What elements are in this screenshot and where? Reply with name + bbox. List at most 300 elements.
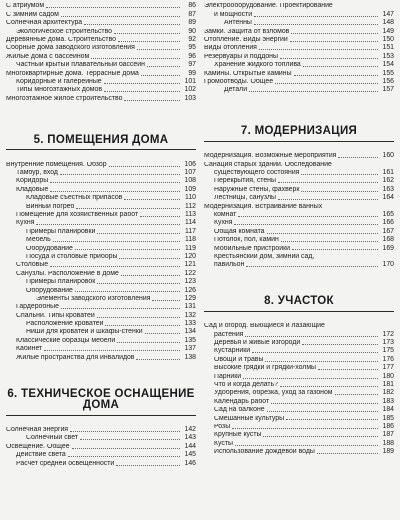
toc-entry	[204, 78, 394, 86]
toc-entry-title: Тамбур, вход	[16, 170, 58, 177]
toc-entry	[204, 381, 394, 389]
toc-entry	[6, 320, 196, 328]
toc-entry-page: 176	[382, 355, 394, 363]
toc-entry	[204, 347, 394, 355]
toc-entry	[204, 2, 394, 10]
dot-leader	[338, 157, 378, 158]
dot-leader	[303, 66, 378, 67]
dot-leader	[259, 49, 378, 50]
toc-entry	[6, 52, 196, 60]
toc-entry-title: Сад и огород. Вьющиеся и лазающие	[204, 323, 325, 330]
toc-entry-title: Крестьянский дом, зимний сад,	[214, 253, 315, 260]
toc-entry-title: павильон	[214, 262, 245, 269]
toc-entry-title: С атриумом	[6, 3, 45, 10]
toc-entry-page: 173	[382, 339, 394, 347]
toc-entry	[204, 261, 394, 269]
toc-entry-title: Экологическое строительство	[16, 28, 112, 35]
toc-entry	[6, 459, 196, 467]
dot-leader	[243, 378, 378, 379]
toc-entry-page: 108	[184, 177, 196, 185]
dot-leader	[280, 386, 378, 387]
dot-leader	[263, 436, 378, 437]
toc-entry-page: 142	[184, 426, 196, 434]
toc-entry	[6, 442, 196, 450]
toc-entry-title: Спальни. Типы кроватей	[16, 312, 95, 319]
dot-leader	[286, 419, 378, 420]
toc-entry-title: Солнечная энергия	[6, 427, 69, 434]
toc-entry-title: Многоэтажное жилое строительство	[6, 95, 123, 102]
dot-leader	[61, 308, 180, 309]
dot-leader	[301, 191, 378, 192]
toc-entry-page: 106	[184, 160, 196, 168]
dot-leader	[290, 41, 378, 42]
toc-entry-page: 90	[188, 27, 196, 35]
right-column	[204, 0, 394, 456]
dot-leader	[44, 350, 180, 351]
toc-entry	[204, 372, 394, 380]
dot-leader	[265, 361, 378, 362]
toc-entry	[204, 185, 394, 193]
toc-entry-page: 118	[185, 236, 196, 244]
toc-entry-title: Кладовые съестных припасов	[26, 195, 123, 202]
toc-entry	[204, 36, 394, 44]
dot-leader	[254, 24, 378, 25]
toc-entry	[204, 330, 394, 338]
toc-entry-title: Модернизация. Возможные мероприятия	[204, 153, 337, 160]
toc-entry-page: 177	[382, 364, 394, 372]
toc-entry-title: Расчет средней освещенности	[16, 460, 115, 467]
dot-leader	[80, 439, 180, 440]
toc-entry-title: Внутренние помещения. Обзор	[6, 161, 107, 168]
toc-entry	[204, 19, 394, 27]
toc-entry-page: 185	[382, 414, 394, 422]
toc-entry	[204, 406, 394, 414]
dot-leader	[50, 266, 180, 267]
section-7-entries	[204, 152, 394, 269]
dot-leader	[292, 249, 378, 250]
dot-leader	[91, 58, 180, 59]
toc-entry-page: 121	[184, 261, 196, 269]
toc-entry	[6, 169, 196, 177]
toc-entry-title: Частный крытый плавательный бассейн	[16, 62, 145, 69]
toc-entry	[204, 202, 394, 210]
toc-entry	[204, 236, 394, 244]
toc-entry	[204, 152, 394, 160]
toc-entry-page: 117	[185, 227, 196, 235]
toc-entry-page: 148	[382, 19, 394, 27]
dot-leader	[302, 344, 378, 345]
toc-entry-title: Оборудование	[26, 287, 73, 294]
section-7-heading: 7. МОДЕРНИЗАЦИЯ	[204, 126, 394, 142]
toc-entry-title: Типы многоэтажных домов	[16, 87, 103, 94]
toc-entry-title: Высокие грядки и грядки-холмы	[214, 365, 317, 372]
toc-entry	[6, 44, 196, 52]
dot-leader	[119, 258, 180, 259]
toc-entry	[204, 227, 394, 235]
dot-leader	[278, 199, 378, 200]
toc-entry-title: Парники	[214, 373, 242, 380]
dot-leader	[105, 325, 180, 326]
toc-entry-page: 120	[184, 252, 196, 260]
toc-entry	[204, 61, 394, 69]
dot-leader	[278, 182, 378, 183]
toc-entry	[6, 244, 196, 252]
toc-entry-page: 160	[382, 152, 394, 160]
toc-entry-title: Классические образцы мебели	[16, 337, 116, 344]
toc-entry	[204, 52, 394, 60]
toc-entry-page: 95	[188, 44, 196, 52]
dot-leader	[137, 49, 180, 50]
toc-entry-page: 175	[382, 347, 394, 355]
toc-entry	[204, 169, 394, 177]
toc-entry	[204, 44, 394, 52]
dot-leader	[141, 75, 180, 76]
toc-entry	[6, 311, 196, 319]
toc-entry	[204, 27, 394, 35]
dot-leader	[124, 100, 180, 101]
toc-entry	[6, 219, 196, 227]
toc-entry-title: Календарь работ	[214, 398, 270, 405]
toc-entry	[204, 244, 394, 252]
toc-entry-title: существующего состояния	[214, 170, 300, 177]
toc-entry	[204, 414, 394, 422]
toc-entry	[6, 61, 196, 69]
section-8-heading: 8. УЧАСТОК	[204, 296, 394, 312]
toc-entry-title: Коридорные и галерейные	[16, 79, 102, 85]
toc-entry-page: 168	[382, 236, 394, 244]
toc-entry-page: 101	[184, 78, 196, 85]
dot-leader	[53, 241, 180, 242]
section-5-entries	[6, 160, 196, 361]
toc-entry-title: Сборные дома заводского изготовления	[6, 45, 135, 52]
toc-entry-page: 129	[184, 294, 196, 302]
toc-entry-page: 169	[382, 244, 394, 252]
toc-entry-page: 131	[184, 303, 196, 311]
toc-entry-title: Действие света	[16, 452, 66, 459]
toc-entry-title: Санация старых зданий. Обследование	[204, 161, 332, 168]
toc-entry	[6, 227, 196, 235]
toc-entry-title: растения	[214, 331, 244, 338]
toc-entry-page: 166	[382, 219, 394, 227]
dot-leader	[84, 24, 180, 25]
toc-entry-page: 155	[382, 69, 394, 77]
dot-leader	[46, 7, 180, 8]
toc-entry	[204, 339, 394, 347]
toc-entry-title: Лестницы, санузлы	[214, 195, 276, 202]
toc-entry-page: 180	[382, 372, 394, 380]
toc-entry-page: 103	[184, 94, 196, 102]
toc-entry	[6, 69, 196, 77]
toc-entry-title: Кухня	[214, 220, 233, 227]
toc-entry-title: Примеры планировки	[26, 228, 96, 235]
dot-leader	[140, 216, 180, 217]
dot-leader	[114, 33, 180, 34]
toc-entry	[6, 336, 196, 344]
dot-leader	[145, 333, 180, 334]
dot-leader	[317, 453, 378, 454]
dot-leader	[318, 369, 378, 370]
toc-entry	[6, 194, 196, 202]
toc-entry-title: и мощности	[214, 11, 253, 18]
toc-entry-title: Отопление. Виды энергии	[204, 37, 288, 44]
toc-entry	[204, 86, 394, 94]
toc-entry	[6, 177, 196, 185]
toc-entry-title: комнат	[214, 212, 237, 219]
dot-leader	[249, 91, 378, 92]
toc-entry	[6, 202, 196, 210]
toc-entry-title: Ниши для кроватей и шкафы-стенки	[26, 329, 143, 336]
dot-leader	[97, 283, 180, 284]
dot-leader	[254, 16, 378, 17]
toc-entry	[6, 185, 196, 193]
toc-entry-page: 126	[184, 286, 196, 294]
dot-leader	[121, 275, 180, 276]
dot-leader	[136, 359, 180, 360]
dot-leader	[267, 411, 378, 412]
dot-leader	[275, 83, 378, 84]
toc-entry-title: Овощи и травы	[214, 356, 264, 363]
toc-entry	[6, 328, 196, 336]
toc-entry-title: Общая комната	[214, 228, 265, 235]
toc-entry	[6, 78, 196, 86]
toc-entry-page: 147	[382, 10, 394, 18]
toc-entry	[204, 355, 394, 363]
toc-entry	[6, 353, 196, 361]
toc-entry-page: 151	[382, 44, 394, 52]
toc-entry	[204, 439, 394, 447]
dot-leader	[60, 174, 180, 175]
toc-entry-page: 135	[184, 336, 196, 344]
toc-entry-title: Наружные стены, фахверк	[214, 186, 300, 193]
toc-entry-page: 102	[184, 86, 196, 94]
dot-leader	[291, 33, 378, 34]
toc-entry-title: Столовые	[16, 262, 49, 269]
toc-entry	[204, 194, 394, 202]
toc-entry-page: 149	[382, 27, 394, 35]
toc-entry	[204, 448, 394, 456]
toc-entry-page: 112	[185, 202, 196, 210]
toc-entry-page: 144	[184, 442, 196, 450]
toc-entry-title: Смешанные культуры	[214, 415, 285, 422]
dot-leader	[109, 166, 180, 167]
toc-entry-title: Розы	[214, 423, 231, 430]
toc-entry	[6, 426, 196, 434]
toc-entry-page: 181	[382, 380, 394, 388]
dot-leader	[267, 233, 378, 234]
toc-entry-title: Использование дождевой воды	[214, 449, 315, 456]
dot-leader	[50, 191, 180, 192]
toc-entry	[6, 434, 196, 442]
toc-entry-title: Потолок, пол, камин	[214, 237, 279, 244]
left-top-entries	[6, 2, 196, 103]
toc-entry-title: Модернизация. Встраивание ванных	[204, 203, 323, 210]
toc-entry	[204, 252, 394, 260]
dot-leader	[50, 182, 180, 183]
toc-entry	[204, 422, 394, 430]
toc-entry-title: Примеры планировок	[26, 279, 96, 286]
toc-entry	[204, 160, 394, 168]
toc-entry-title: Освещение. Общее	[6, 443, 70, 450]
toc-entry	[204, 431, 394, 439]
left-column	[6, 0, 196, 468]
toc-entry-page: 87	[188, 10, 196, 18]
toc-entry-page: 170	[382, 261, 394, 269]
toc-entry	[6, 19, 196, 27]
toc-entry-title: Солнечный свет	[26, 435, 78, 442]
toc-entry-title: Детали	[224, 87, 248, 94]
section-6-entries	[6, 426, 196, 468]
dot-leader	[234, 224, 378, 225]
toc-entry	[204, 10, 394, 18]
toc-entry	[6, 303, 196, 311]
toc-entry-page: 86	[188, 2, 196, 10]
toc-entry-page: 153	[382, 52, 394, 60]
toc-entry	[204, 397, 394, 405]
toc-entry	[6, 160, 196, 168]
dot-leader	[152, 300, 180, 301]
toc-entry-page: 134	[184, 328, 196, 336]
toc-entry-page: 119	[185, 244, 196, 252]
dot-leader	[124, 199, 180, 200]
dot-leader	[36, 224, 180, 225]
toc-entry-page: 114	[185, 219, 196, 227]
toc-entry-page: 161	[382, 169, 394, 177]
toc-entry-page: 107	[184, 169, 196, 177]
toc-entry-page: 138	[184, 353, 196, 361]
dot-leader	[61, 16, 180, 17]
toc-entry	[6, 269, 196, 277]
toc-entry-title: Деревянные дома. Строительство	[6, 37, 116, 44]
dot-leader	[252, 352, 378, 353]
toc-entry-title: Виды отопления	[204, 45, 257, 52]
dot-leader	[118, 41, 180, 42]
section-6-heading: 6. ТЕХНИЧЕСКОЕ ОСНАЩЕНИЕ ДОМА	[6, 389, 196, 416]
toc-entry	[6, 451, 196, 459]
toc-entry	[204, 69, 394, 77]
toc-entry	[6, 27, 196, 35]
dot-leader	[116, 465, 180, 466]
dot-leader	[235, 445, 378, 446]
toc-entry-page: 110	[185, 194, 196, 202]
toc-entry-page: 92	[188, 36, 196, 44]
toc-entry-page: 164	[382, 194, 394, 202]
toc-entry-page: 157	[382, 86, 394, 94]
dot-leader	[97, 317, 180, 318]
toc-entry-title: Коридоры	[16, 178, 49, 185]
toc-entry-title: Замки. Защита от взломов	[204, 28, 290, 35]
toc-entry-title: Солнечная архитектура	[6, 20, 83, 27]
toc-entry	[6, 10, 196, 18]
toc-entry-title: Удобрения, обрезка, уход за газоном	[214, 390, 333, 397]
toc-entry	[6, 236, 196, 244]
toc-entry-page: 154	[382, 61, 394, 69]
toc-entry-title: Расположение кроватей	[26, 321, 104, 328]
toc-entry-page: 137	[184, 345, 196, 353]
toc-entry-title: Помещение для хозяйственных работ	[16, 212, 139, 219]
toc-entry-page: 113	[185, 211, 196, 219]
dot-leader	[271, 403, 378, 404]
toc-entry-title: Многоквартирные дома. Террасные дома	[6, 70, 139, 77]
toc-entry-page: 165	[382, 211, 394, 219]
toc-entry-title: Гардеробные	[16, 304, 59, 311]
toc-entry-page: 132	[184, 311, 196, 319]
toc-entry-page: 172	[382, 330, 394, 338]
dot-leader	[76, 208, 180, 209]
toc-entry-page: 188	[382, 439, 394, 447]
toc-entry-page: 189	[382, 448, 394, 456]
toc-entry-page: 162	[382, 177, 394, 185]
dot-leader	[68, 456, 180, 457]
toc-entry-page: 163	[382, 185, 394, 193]
toc-entry	[6, 211, 196, 219]
dot-leader	[75, 291, 180, 292]
toc-entry-title: Кустарники	[214, 348, 251, 355]
toc-entry	[6, 294, 196, 302]
dot-leader	[294, 75, 378, 76]
toc-entry-page: 109	[184, 185, 196, 193]
toc-entry-page: 143	[184, 434, 196, 442]
toc-entry-page: 156	[382, 78, 394, 85]
toc-entry-title: Что и когда делать?	[214, 381, 278, 388]
toc-entry	[6, 252, 196, 260]
toc-entry-page: 99	[188, 69, 196, 77]
toc-entry-title: Мебель	[26, 237, 51, 244]
dot-leader	[104, 83, 180, 84]
dot-leader	[281, 241, 378, 242]
toc-entry-page: 97	[188, 61, 196, 69]
toc-entry	[204, 322, 394, 330]
toc-entry	[6, 94, 196, 102]
toc-entry-title: Санузлы. Расположение в доме	[16, 270, 119, 277]
dot-leader	[75, 249, 180, 250]
toc-entry-page: 89	[188, 19, 196, 27]
dot-leader	[245, 336, 378, 337]
toc-entry-page: 167	[382, 227, 394, 235]
toc-entry	[204, 389, 394, 397]
dot-leader	[280, 58, 378, 59]
toc-entry-page: 122	[184, 269, 196, 277]
toc-entry-title: Хранение жидкого топлива	[214, 62, 301, 69]
dot-leader	[72, 448, 180, 449]
toc-entry	[204, 219, 394, 227]
toc-entry-title: Громоотводы. Общее	[204, 79, 274, 85]
toc-entry	[6, 286, 196, 294]
dot-leader	[147, 66, 180, 67]
toc-entry-page: 150	[382, 36, 394, 44]
section-8-entries	[204, 322, 394, 456]
toc-entry	[6, 86, 196, 94]
toc-entry-title: Винный погреб	[26, 203, 75, 210]
toc-entry-page: 182	[382, 389, 394, 397]
toc-entry-page: 186	[382, 422, 394, 430]
toc-entry-page: 187	[382, 431, 394, 439]
toc-entry-title: Жилые дома с бассейном	[6, 53, 90, 60]
toc-entry-title: Камины. Открытые камины	[204, 70, 292, 77]
dot-leader	[232, 428, 378, 429]
toc-entry	[204, 177, 394, 185]
toc-entry-title: С зимним садом	[6, 11, 59, 18]
toc-entry-title: Кабинет	[16, 346, 43, 353]
dot-leader	[117, 342, 180, 343]
toc-entry-title: Перекрытия, стены	[214, 178, 276, 185]
toc-entry-title: Резервуары и поддоны	[204, 53, 278, 60]
dot-leader	[104, 91, 180, 92]
toc-entry	[6, 345, 196, 353]
toc-entry-title: Электрооборудование. Проектирование	[204, 3, 333, 10]
toc-entry-title: Крупные кусты	[214, 432, 262, 439]
toc-entry-title: Деревья и живые изгороди	[214, 340, 301, 347]
toc-entry-title: Кладовые	[16, 186, 49, 193]
